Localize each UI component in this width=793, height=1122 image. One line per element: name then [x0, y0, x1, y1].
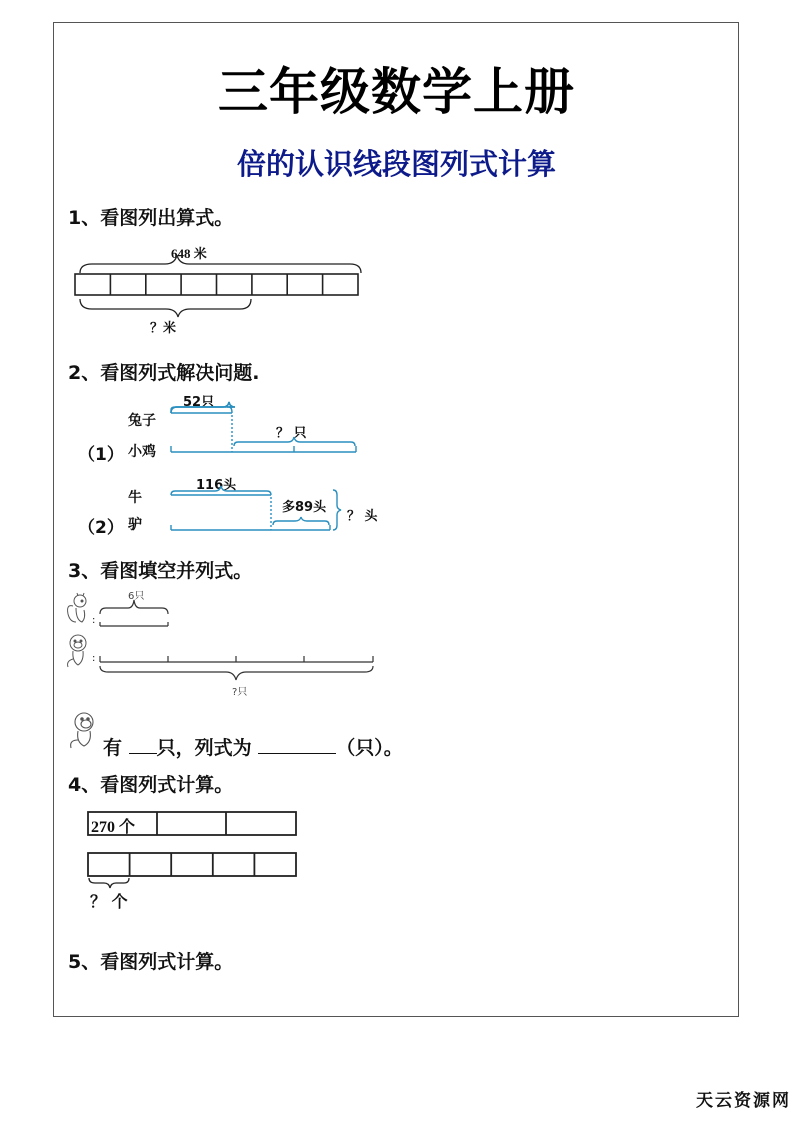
q1-segment-diagram: [70, 255, 370, 335]
monkey-icon: [66, 710, 100, 750]
q3-row1-diagram: [98, 598, 173, 628]
q2-2-extra-label: 多89头: [282, 500, 327, 515]
q2-1-row1-name: 兔子: [128, 413, 156, 429]
q2-2-known-label: 116头: [196, 478, 237, 493]
q3-row1-label: 6只: [128, 591, 145, 602]
q3-fill-suffix: （只）。: [336, 737, 403, 759]
q2-2-row1-name: 牛: [128, 490, 142, 506]
q3-fill-prefix: 有: [103, 737, 123, 759]
page-title: 三年级数学上册: [218, 63, 575, 121]
monkey-icon: [64, 633, 92, 669]
q1-total-label: 648 米: [171, 246, 207, 261]
squirrel-icon: [64, 592, 92, 626]
q2-2-segment-diagram: [165, 485, 355, 535]
q4-row1-first-label: 270 个: [91, 819, 136, 836]
q3-fill-sentence: [103, 733, 403, 760]
q3-fill-unit: 只，列式为: [156, 737, 252, 759]
q4-unknown-label: ？ 个: [90, 892, 128, 911]
q3-blank-count[interactable]: [129, 735, 157, 754]
q2-1-row2-name: 小鸡: [128, 444, 156, 460]
q2-1-known-label: 52只: [183, 395, 215, 410]
q2-1-segment-diagram: [165, 400, 365, 460]
question-1-title: 1、看图列出算式。: [68, 207, 234, 229]
q3-colon-1: :: [92, 615, 96, 626]
q3-blank-expression[interactable]: [258, 735, 336, 754]
q3-unknown-label: ?只: [232, 687, 248, 698]
question-5-title: 5、看图列式计算。: [68, 951, 234, 973]
q1-unknown-label: ？米: [150, 320, 177, 335]
question-3-title: 3、看图填空并列式。: [68, 560, 253, 582]
q2-2-unknown-label: ？ 头: [347, 509, 378, 524]
watermark: 天云资源网: [696, 1091, 791, 1111]
question-2-title: 2、看图列式解决问题.: [68, 362, 260, 384]
q2-1-unknown-label: ？ 只: [276, 426, 307, 441]
q2-2-part-label: （2）: [78, 518, 124, 538]
question-4-title: 4、看图列式计算。: [68, 774, 234, 796]
q2-2-row2-name: 驴: [128, 517, 142, 533]
page-subtitle: 倍的认识线段图列式计算: [236, 147, 556, 181]
q2-1-part-label: （1）: [78, 445, 124, 465]
q3-colon-2: :: [92, 653, 96, 664]
